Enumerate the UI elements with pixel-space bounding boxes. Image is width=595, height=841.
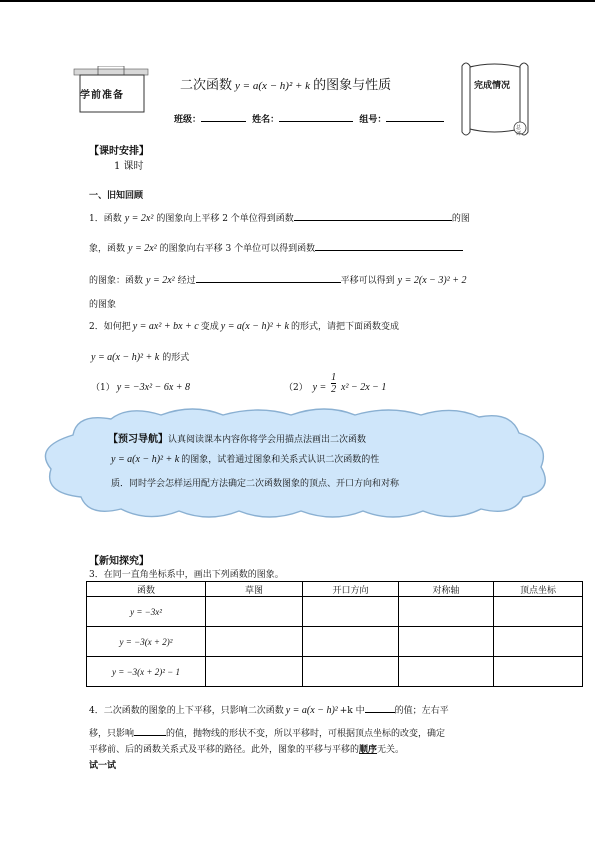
q1-blank-2[interactable] [315, 241, 463, 251]
th-function: 函数 [87, 582, 206, 597]
q4-line2: 移，只影响 的值，抛物线的形状不变，所以平移时，可根据顶点坐标的改变，确定 [89, 726, 445, 739]
scroll-icon [454, 58, 536, 144]
cell-sketch[interactable] [206, 597, 303, 627]
top-rule [0, 0, 595, 2]
explore-heading: 【新知探究】 [89, 556, 149, 567]
q4-blank-2[interactable] [134, 726, 166, 736]
preview-line2: y = a(x − h)² + k 的图象，试着通过图象和关系式认识二次函数的性 [111, 454, 380, 465]
preview-line1: 【预习导航】认真阅读课本内容你将学会用描点法画出二次函数 [108, 434, 367, 445]
function-table [86, 581, 583, 687]
th-vertex: 顶点坐标 [494, 582, 583, 597]
cell-sketch[interactable] [206, 627, 303, 657]
group-field[interactable] [386, 112, 444, 122]
q1-line1: 1．函数 y = 2x² 的图象向上平移 2 个单位得到函数 的图 [89, 213, 470, 224]
review-heading: 一、旧知回顾 [89, 191, 144, 201]
table-header [87, 582, 583, 597]
th-axis: 对称轴 [399, 582, 494, 597]
cell-opening[interactable] [303, 597, 399, 627]
cell-vertex[interactable] [494, 627, 583, 657]
q1-blank-3[interactable] [196, 273, 341, 283]
scroll-mark: 总评 [516, 125, 522, 137]
cell-opening[interactable] [303, 627, 399, 657]
q2-part1: （1） y = −3x² − 6x + 8 [91, 382, 191, 393]
th-opening: 开口方向 [303, 582, 399, 597]
cell-sketch[interactable] [206, 657, 303, 687]
q2-part2: （2） y = $\frac{1}{2}$ x² − 2x − 1 [284, 372, 387, 395]
th-sketch: 草图 [206, 582, 303, 597]
cell-vertex[interactable] [494, 657, 583, 687]
preview-line3: 质．同时学会怎样运用配方法确定二次函数图象的顶点、开口方向和对称 [111, 479, 400, 489]
row-function: y = −3x² [87, 597, 206, 627]
schedule-value: 1 课时 [114, 161, 144, 172]
q1-line4: 的图象 [89, 300, 117, 310]
cell-vertex[interactable] [494, 597, 583, 627]
badge-prep: 学前准备 [80, 90, 124, 101]
student-info: 班级： 姓名： 组号： [174, 112, 444, 125]
fraction: $\frac{1}{2}$ [331, 372, 337, 395]
row-function: y = −3(x + 2)² [87, 627, 206, 657]
q1-line2: 象，函数 y = 2x² 的图象向右平移 3 个单位可以得到函数 [89, 241, 463, 254]
row-function: y = −3(x + 2)² − 1 [87, 657, 206, 687]
q4-line1: 4．二次函数的图象的上下平移，只影响二次函数 y = a(x − h)² +k 中 的值；左右平 [89, 705, 449, 716]
table-row [87, 627, 583, 657]
table-row [87, 657, 583, 687]
q1-line3: 的图象：函数 y = 2x² 经过 平移可以得到 y = 2(x − 3)² + 2 [89, 275, 467, 286]
cell-axis[interactable] [399, 597, 494, 627]
page-title: 二次函数 y = a(x − h)² + k 的图象与性质 [180, 78, 392, 93]
q4-line3: 平移前、后的函数关系式及平移的路径。此外，图象的平移与平移的顺序无关。 [89, 745, 405, 755]
cell-axis[interactable] [399, 627, 494, 657]
class-field[interactable] [201, 112, 246, 122]
q3-text: 3．在同一直角坐标系中，画出下列函数的图象。 [89, 570, 284, 580]
table-row [87, 597, 583, 627]
try-heading: 试一试 [89, 761, 117, 771]
name-field[interactable] [279, 112, 353, 122]
q4-blank-1[interactable] [365, 703, 395, 713]
q1-blank-1[interactable] [294, 211, 452, 221]
badge-completion: 完成情况 [474, 81, 511, 91]
q2-line2: y = a(x − h)² + k 的形式 [91, 352, 190, 363]
schedule-heading: 【课时安排】 [89, 146, 149, 157]
cell-axis[interactable] [399, 657, 494, 687]
q2-line1: 2．如何把 y = ax² + bx + c 变成 y = a(x − h)² + k 的形式，请把下面函数变成 [89, 321, 399, 332]
cell-opening[interactable] [303, 657, 399, 687]
